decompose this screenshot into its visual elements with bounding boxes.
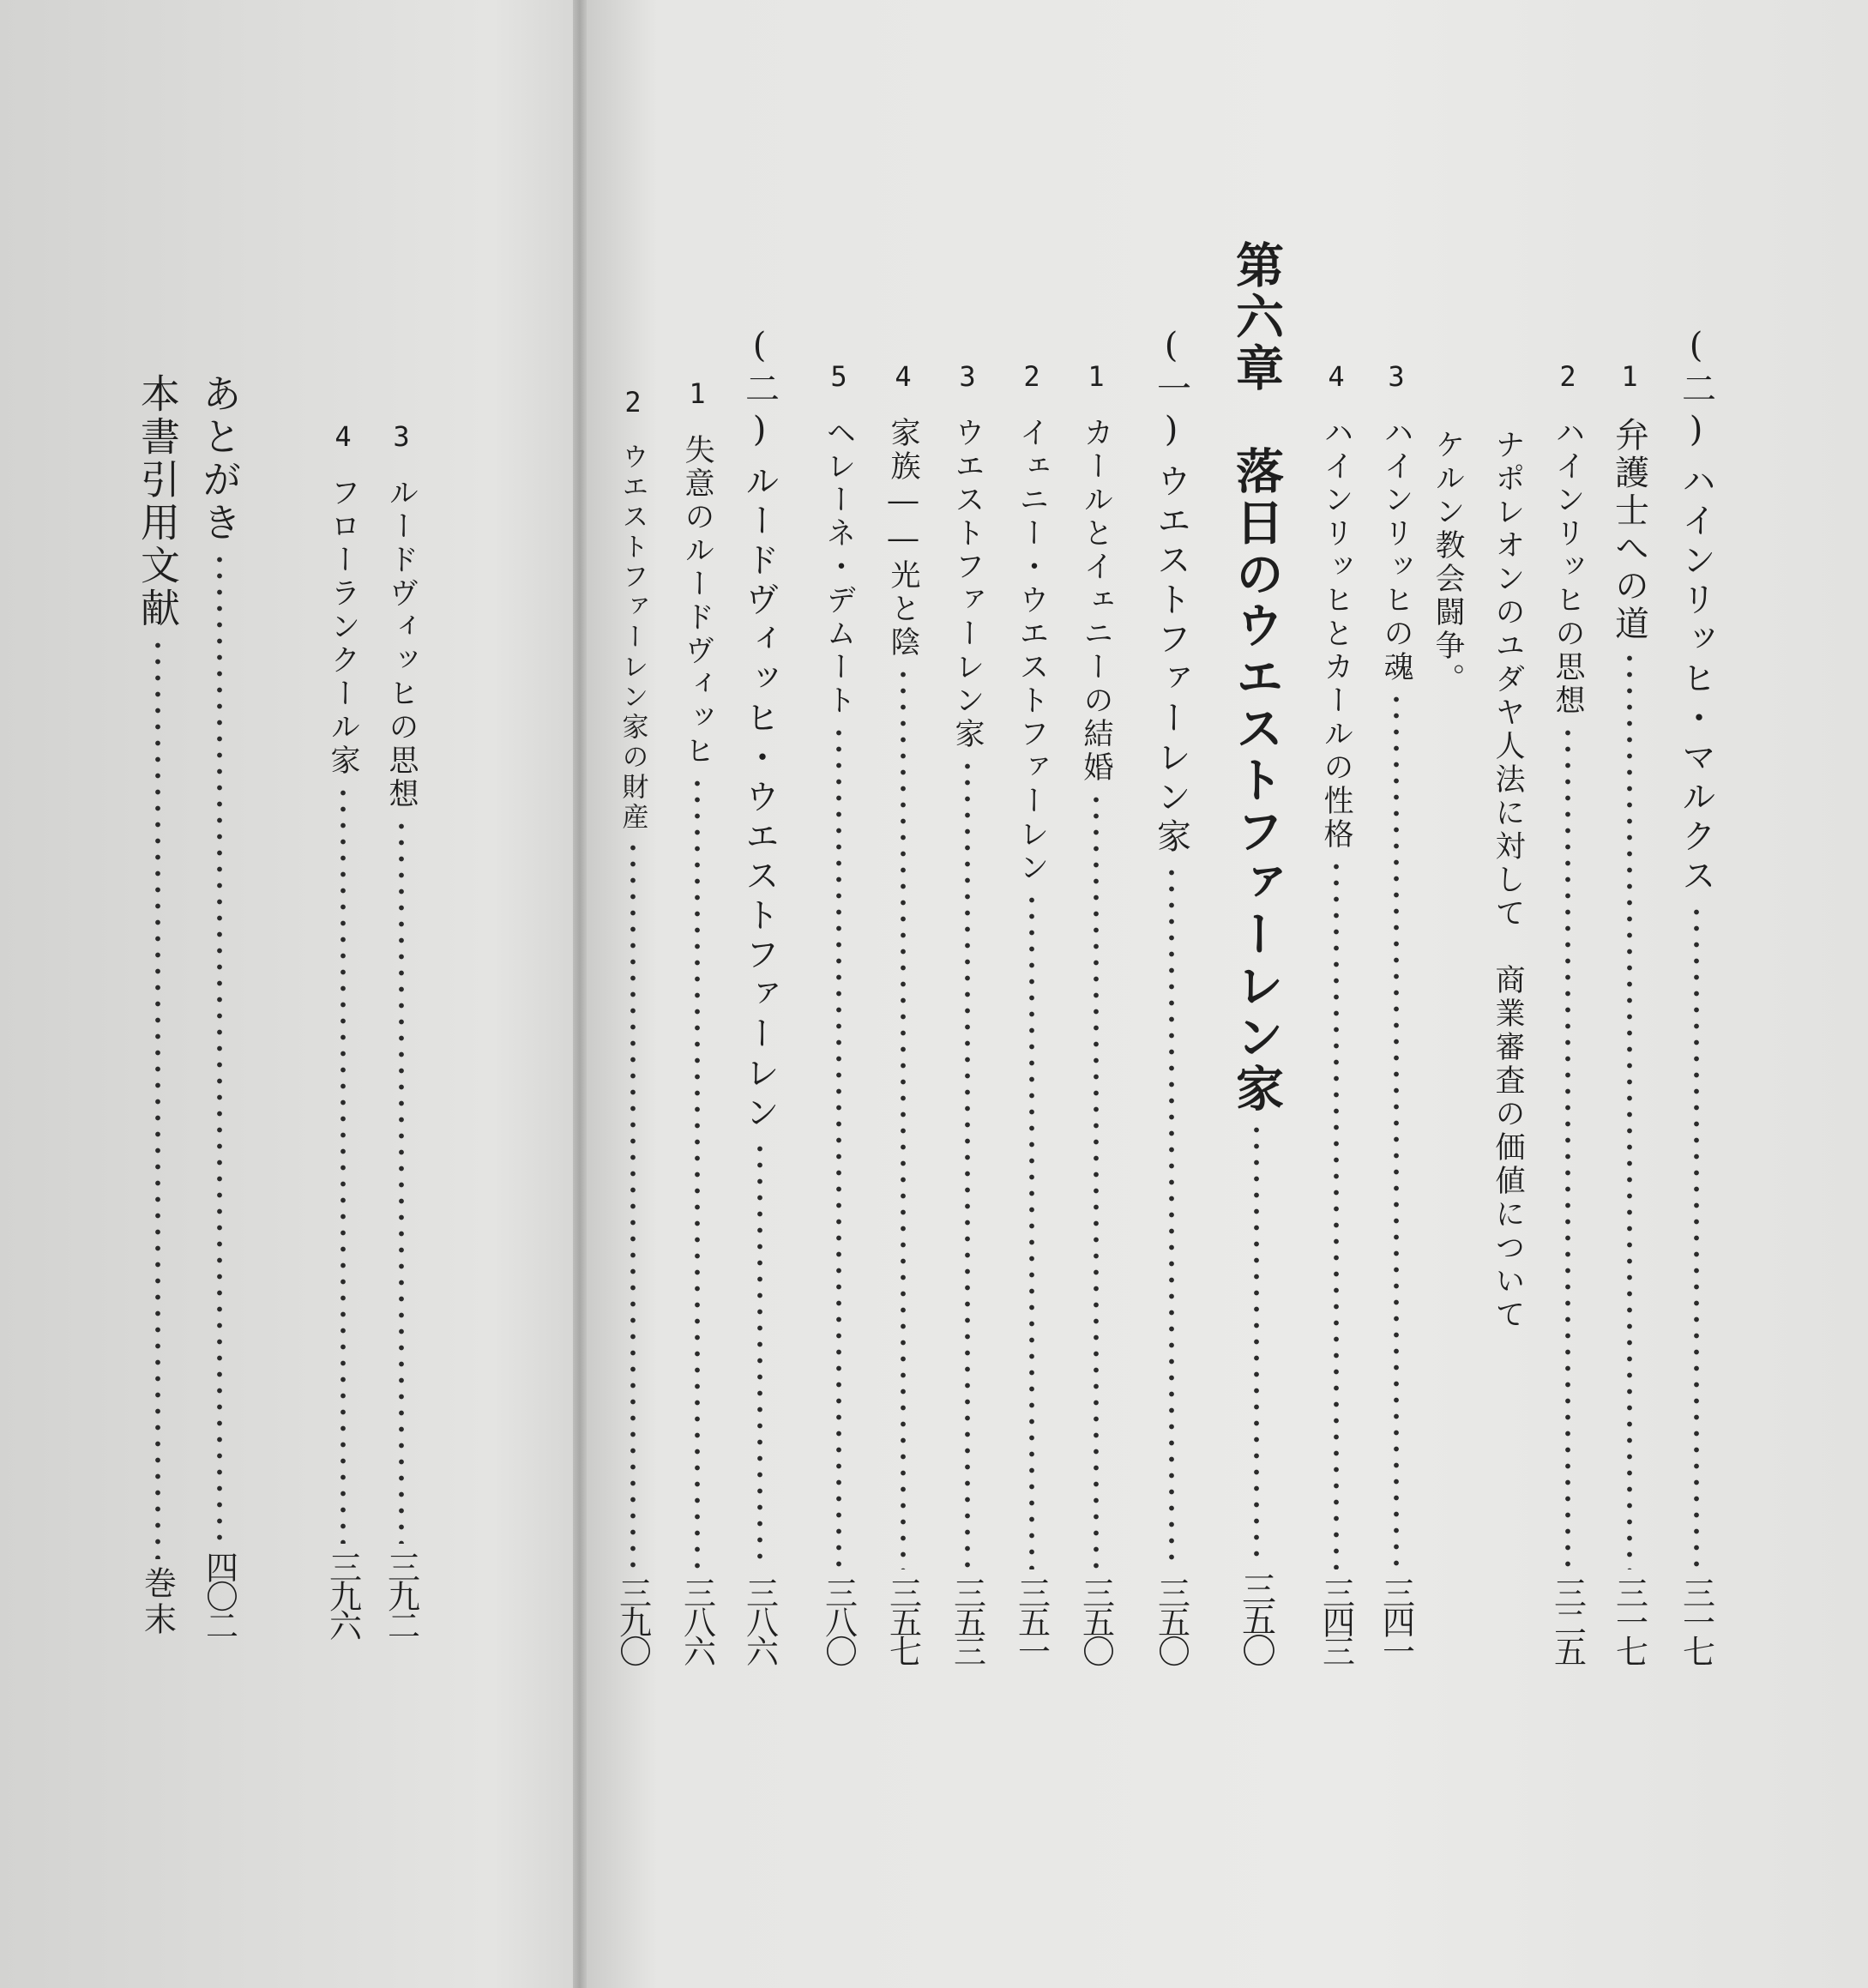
item-number: 5 bbox=[823, 360, 855, 396]
dot-leader bbox=[727, 1141, 792, 1569]
toc-item-heinrich-thought[interactable] bbox=[1535, 360, 1600, 1664]
toc-title: ハインリッヒの思想 bbox=[1551, 417, 1585, 718]
toc-page-number: 三五三 bbox=[948, 1576, 986, 1664]
toc-bibliography[interactable] bbox=[125, 373, 190, 1638]
section-marker: (二) bbox=[1676, 326, 1716, 455]
toc-page-number: 三五〇 bbox=[1152, 1576, 1190, 1664]
toc-title: 失意のルードヴィッヒ bbox=[680, 434, 714, 768]
dot-leader bbox=[125, 637, 190, 1559]
toc-title: ハインリッヒ・マルクス bbox=[1676, 463, 1716, 897]
dot-leader bbox=[1535, 725, 1600, 1569]
toc-section-ludwig-westphalen[interactable] bbox=[727, 326, 792, 1664]
toc-title: 家族――光と陰 bbox=[886, 417, 920, 660]
dot-leader bbox=[1304, 858, 1369, 1569]
toc-title: ハインリッヒとカールの性格 bbox=[1319, 417, 1353, 852]
toc-title: ウエストファーレン家 bbox=[1151, 463, 1191, 858]
toc-section-heinrich-marx[interactable] bbox=[1664, 326, 1729, 1664]
dot-leader bbox=[999, 892, 1064, 1569]
toc-item-westphalen-property[interactable] bbox=[600, 386, 666, 1664]
item-number: 4 bbox=[327, 420, 359, 456]
toc-item-heinrich-karl-character[interactable] bbox=[1304, 360, 1369, 1664]
item-number: 2 bbox=[1552, 360, 1584, 396]
item-number: 3 bbox=[951, 360, 984, 396]
item-number: 2 bbox=[1015, 360, 1048, 396]
item-number: 1 bbox=[1613, 360, 1646, 396]
toc-item-jenny-westphalen[interactable] bbox=[999, 360, 1064, 1664]
dot-leader bbox=[1597, 650, 1662, 1569]
toc-page-number: 三八〇 bbox=[819, 1576, 858, 1664]
toc-title: フローランクール家 bbox=[326, 477, 360, 778]
toc-title: ハインリッヒの魂 bbox=[1379, 417, 1413, 684]
toc-title: あとがき bbox=[196, 373, 243, 545]
toc-page-number: 三四三 bbox=[1317, 1576, 1355, 1664]
toc-title: カールとイェニーの結婚 bbox=[1079, 417, 1113, 785]
toc-page-number: 三八六 bbox=[678, 1576, 716, 1664]
dot-leader bbox=[187, 551, 252, 1544]
toc-item-lawyer-path[interactable] bbox=[1597, 360, 1662, 1664]
toc-page-number: 三五〇 bbox=[1236, 1571, 1276, 1664]
toc-page-number: 巻末 bbox=[138, 1566, 177, 1638]
dot-leader bbox=[1364, 691, 1429, 1569]
toc-chapter-six[interactable] bbox=[1218, 240, 1295, 1664]
toc-title: 本書引用文献 bbox=[135, 373, 181, 630]
dot-leader bbox=[935, 758, 1000, 1569]
toc-subtopic-text: ナポレオンのユダヤ人法に対して 商業審査の価値について bbox=[1491, 429, 1525, 1332]
dot-leader bbox=[600, 840, 666, 1569]
section-marker: (二) bbox=[739, 326, 780, 455]
toc-title: ウエストファーレン家の財産 bbox=[617, 443, 648, 833]
dot-leader bbox=[871, 666, 936, 1569]
toc-title: ルードヴィッヒの思想 bbox=[384, 477, 419, 811]
toc-item-helene-demuth[interactable] bbox=[806, 360, 871, 1664]
chapter-title: 第六章 落日のウエストファーレン家 bbox=[1228, 240, 1285, 1115]
toc-item-karl-jenny-marriage[interactable] bbox=[1064, 360, 1129, 1664]
toc-page-number: 三四一 bbox=[1377, 1576, 1415, 1664]
item-number: 3 bbox=[385, 420, 418, 456]
toc-page-number: 三九六 bbox=[323, 1551, 362, 1638]
section-marker: (一) bbox=[1151, 326, 1191, 455]
dot-leader bbox=[310, 785, 376, 1544]
dot-leader bbox=[665, 775, 730, 1569]
toc-afterword[interactable] bbox=[187, 373, 252, 1638]
dot-leader bbox=[1664, 904, 1729, 1569]
toc-title: ヘレーネ・デムート bbox=[822, 417, 856, 718]
item-number: 4 bbox=[1320, 360, 1353, 396]
toc-page-number: 三一七 bbox=[1610, 1576, 1648, 1664]
dot-leader bbox=[806, 725, 871, 1569]
toc-page-number: 三一七 bbox=[1677, 1576, 1715, 1664]
book-gutter bbox=[573, 0, 587, 1988]
toc-page-number: 三五〇 bbox=[1076, 1576, 1115, 1664]
toc-section-westphalen-family[interactable] bbox=[1139, 326, 1204, 1664]
toc-item-westphalen-house[interactable] bbox=[935, 360, 1000, 1664]
item-number: 1 bbox=[681, 377, 714, 413]
toc-title: イェニー・ウエストファーレン bbox=[1015, 417, 1049, 885]
left-page bbox=[0, 0, 580, 1988]
toc-page-number: 三五一 bbox=[1012, 1576, 1051, 1664]
toc-page-number: 四〇二 bbox=[200, 1551, 238, 1638]
toc-page-number: 三五七 bbox=[883, 1576, 922, 1664]
toc-page-number: 三二五 bbox=[1548, 1576, 1587, 1664]
toc-subtopic-text: ケルン教会闘争。 bbox=[1431, 429, 1465, 696]
item-number: 3 bbox=[1380, 360, 1413, 396]
dot-leader bbox=[1139, 864, 1204, 1569]
toc-title: ウエストファーレン家 bbox=[950, 417, 985, 751]
item-number: 2 bbox=[617, 386, 649, 422]
item-number: 1 bbox=[1080, 360, 1112, 396]
dot-leader bbox=[1064, 792, 1129, 1569]
dot-leader bbox=[1218, 1122, 1295, 1564]
toc-item-ludwig-thought[interactable] bbox=[369, 420, 434, 1638]
toc-item-heinrich-soul[interactable] bbox=[1364, 360, 1429, 1664]
toc-page-number: 三九二 bbox=[382, 1551, 420, 1638]
item-number: 4 bbox=[887, 360, 919, 396]
toc-item-disappointed-ludwig[interactable] bbox=[665, 377, 730, 1664]
toc-item-subtopics-line1 bbox=[1475, 429, 1540, 1501]
toc-page-number: 三八六 bbox=[740, 1576, 779, 1664]
dot-leader bbox=[369, 818, 434, 1544]
toc-item-florencourt-family[interactable] bbox=[310, 420, 376, 1638]
toc-page-number: 三九〇 bbox=[613, 1576, 652, 1664]
toc-item-family-light-shadow[interactable] bbox=[871, 360, 936, 1664]
toc-title: ルードヴィッヒ・ウエストファーレン bbox=[739, 463, 780, 1134]
toc-title: 弁護士への道 bbox=[1609, 417, 1649, 643]
